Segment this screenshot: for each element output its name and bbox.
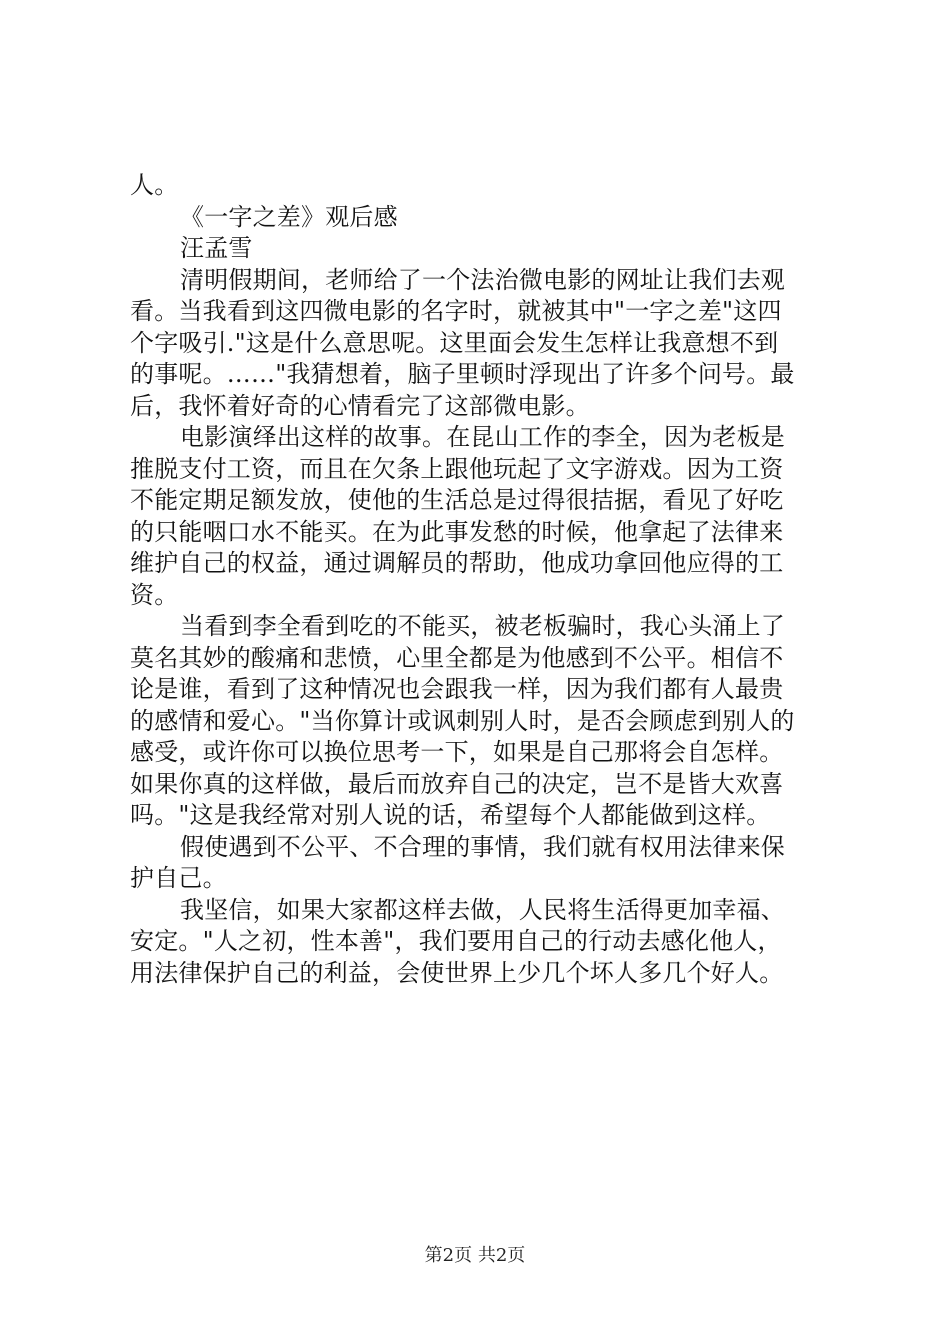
text-line: 《一字之差》观后感 (180, 202, 398, 231)
text-line: 用法律保护自己的利益，会使世界上少几个坏人多几个好人。 (130, 958, 784, 987)
text-line: 汪孟雪 (180, 234, 253, 262)
text-line: 的感情和爱心。"当你算计或讽刺别人时，是否会顾虑到别人的 (130, 706, 795, 735)
text-line: 清明假期间，老师给了一个法治微电影的网址让我们去观 (180, 265, 785, 294)
text-line: 个字吸引."这是什么意思呢。这里面会发生怎样让我意想不到 (130, 328, 779, 357)
text-line: 的只能咽口水不能买。在为此事发愁的时候，他拿起了法律来 (130, 517, 784, 546)
text-line: 资。 (130, 580, 179, 609)
document-body (130, 170, 835, 989)
text-line: 感受，或许你可以换位思考一下，如果是自己那将会自怎样。 (130, 738, 784, 766)
text-line: 人。 (130, 171, 179, 199)
text-line: 不能定期足额发放，使他的生活总是过得很拮据，看见了好吃 (130, 486, 784, 514)
text-line: 莫名其妙的酸痛和悲愤，心里全都是为他感到不公平。相信不 (130, 643, 784, 672)
text-line: 维护自己的权益，通过调解员的帮助，他成功拿回他应得的工 (130, 549, 784, 577)
text-line: 的事呢。……"我猜想着，脑子里顿时浮现出了许多个问号。最 (130, 360, 795, 388)
text-line: 当看到李全看到吃的不能买，被老板骗时，我心头涌上了 (180, 612, 785, 640)
page-footer: 第2页 共2页 (424, 1245, 526, 1266)
text-line: 护自己。 (130, 864, 227, 892)
text-line: 看。当我看到这四微电影的名字时，就被其中"一字之差"这四 (130, 297, 782, 325)
text-line: 假使遇到不公平、不合理的事情，我们就有权用法律来保 (180, 832, 785, 861)
text-line: 我坚信，如果大家都这样去做，人民将生活得更加幸福、 (180, 895, 785, 924)
text-line: 吗。"这是我经常对别人说的话，希望每个人都能做到这样。 (130, 801, 771, 829)
text-line: 后，我怀着好奇的心情看完了这部微电影。 (130, 391, 590, 420)
text-line: 如果你真的这样做，最后而放弃自己的决定，岂不是皆大欢喜 (130, 769, 784, 798)
text-line: 推脱支付工资，而且在欠条上跟他玩起了文字游戏。因为工资 (130, 454, 784, 483)
text-line: 论是谁，看到了这种情况也会跟我一样，因为我们都有人最贵 (130, 675, 784, 703)
text-line: 安定。"人之初，性本善"，我们要用自己的行动去感化他人， (130, 927, 782, 955)
text-line: 电影演绎出这样的故事。在昆山工作的李全，因为老板是 (180, 423, 785, 451)
